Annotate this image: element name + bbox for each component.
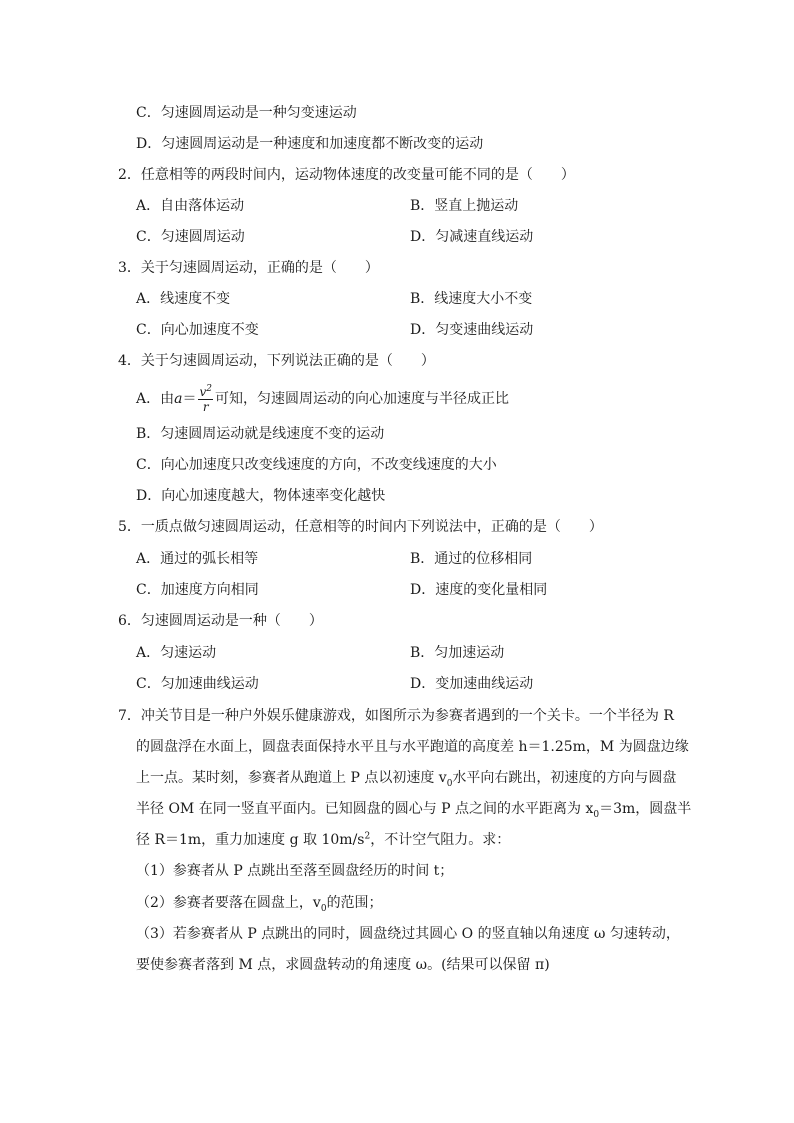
q3-option-a: A．线速度不变 (136, 291, 231, 307)
q4-option-a (136, 384, 509, 414)
q1-option-c: C．匀速圆周运动是一种匀变速运动 (136, 105, 357, 121)
superscript-two: 2 (364, 831, 371, 842)
q7-line-5: 径 R＝1m，重力加速度 g 取 $10m/s^2$，不计空气阻力。求： (136, 831, 511, 848)
q3-option-b: B．线速度大小不变 (410, 291, 533, 307)
q2-option-d: D．匀减速直线运动 (410, 229, 534, 245)
q2-option-c: C．匀速圆周运动 (136, 229, 245, 245)
q2-option-b: B．竖直上抛运动 (410, 198, 519, 214)
q7-part-3-line-1: （3）若参赛者从 P 点跳出的同时，圆盘绕过其圆心 O 的竖直轴以角速度 ω 匀速转动， (136, 926, 680, 942)
q4-option-a-prefix: A．由 (136, 391, 175, 407)
q7-line-4: 半径 OM 在同一竖直平面内。已知圆盘的圆心与 P 点之间的水平距离为 $x_0=3m$，圆盘半 (136, 801, 692, 820)
q7-part-2: （2）参赛者要落在圆盘上，$v_0$的范围； (136, 895, 383, 914)
q7-line-2: 的圆盘浮在水面上，圆盘表面保持水平且与水平跑道的高度差 h＝1.25m，M 为圆盘边缘 (136, 739, 689, 755)
formula-fraction (198, 385, 213, 414)
q5-option-c: C．加速度方向相同 (136, 582, 259, 598)
q4-stem: 4．关于匀速圆周运动，下列说法正确的是（ ） (118, 353, 435, 369)
q5-stem: 5．一质点做匀速圆周运动，任意相等的时间内下列说法中，正确的是（ ） (118, 519, 603, 535)
q7-part-3-line-2: 要使参赛者落到 M 点，求圆盘转动的角速度 ω。(结果可以保留 π) (136, 957, 550, 973)
formula-denominator: r (202, 399, 209, 414)
formula-numerator-exponent: 2 (206, 383, 212, 394)
q7-part-1: （1）参赛者从 P 点跳出至落至圆盘经历的时间 t； (136, 863, 454, 879)
q6-option-c: C．匀加速曲线运动 (136, 676, 259, 692)
q6-option-a: A．匀速运动 (136, 645, 217, 661)
q4-option-b: B．匀速圆周运动就是线速度不变的运动 (136, 426, 385, 442)
q2-option-a: A．自由落体运动 (136, 198, 245, 214)
q7-line-1: 7．冲关节目是一种户外娱乐健康游戏，如图所示为参赛者遇到的一个关卡。一个半径为 R (118, 708, 674, 724)
q6-option-d: D．变加速曲线运动 (410, 676, 534, 692)
q3-option-c: C．向心加速度不变 (136, 322, 259, 338)
subscript-zero: 0 (320, 903, 327, 914)
q4-option-a-suffix: 可知，匀速圆周运动的向心加速度与半径成正比 (215, 391, 509, 407)
q4-option-c: C．向心加速度只改变线速度的方向，不改变线速度的大小 (136, 457, 497, 473)
formula-numerator: $v^2$ (199, 383, 212, 399)
q3-stem: 3．关于匀速圆周运动，正确的是（ ） (118, 260, 379, 276)
q6-stem: 6．匀速圆周运动是一种（ ） (118, 613, 323, 629)
q5-option-d: D．速度的变化量相同 (410, 582, 548, 598)
q5-option-b: B．通过的位移相同 (410, 551, 533, 567)
q2-stem: 2．任意相等的两段时间内，运动物体速度的改变量可能不同的是（ ） (118, 167, 575, 183)
q4-option-d: D．向心加速度越大，物体速率变化越快 (136, 488, 386, 504)
subscript-zero: 0 (446, 778, 453, 789)
subscript-zero: 0 (593, 809, 600, 820)
q3-option-d: D．匀变速曲线运动 (410, 322, 534, 338)
formula-lhs: a (174, 391, 183, 407)
q6-option-b: B．匀加速运动 (410, 645, 505, 661)
q1-option-d: D．匀速圆周运动是一种速度和加速度都不断改变的运动 (136, 136, 484, 152)
q7-line-3: 上一点。某时刻，参赛者从跑道上 P 点以初速度 $v_0$水平向右跳出，初速度的方向与圆盘 (136, 770, 677, 789)
formula-equals: ＝ (182, 391, 197, 407)
q5-option-a: A．通过的弧长相等 (136, 551, 259, 567)
